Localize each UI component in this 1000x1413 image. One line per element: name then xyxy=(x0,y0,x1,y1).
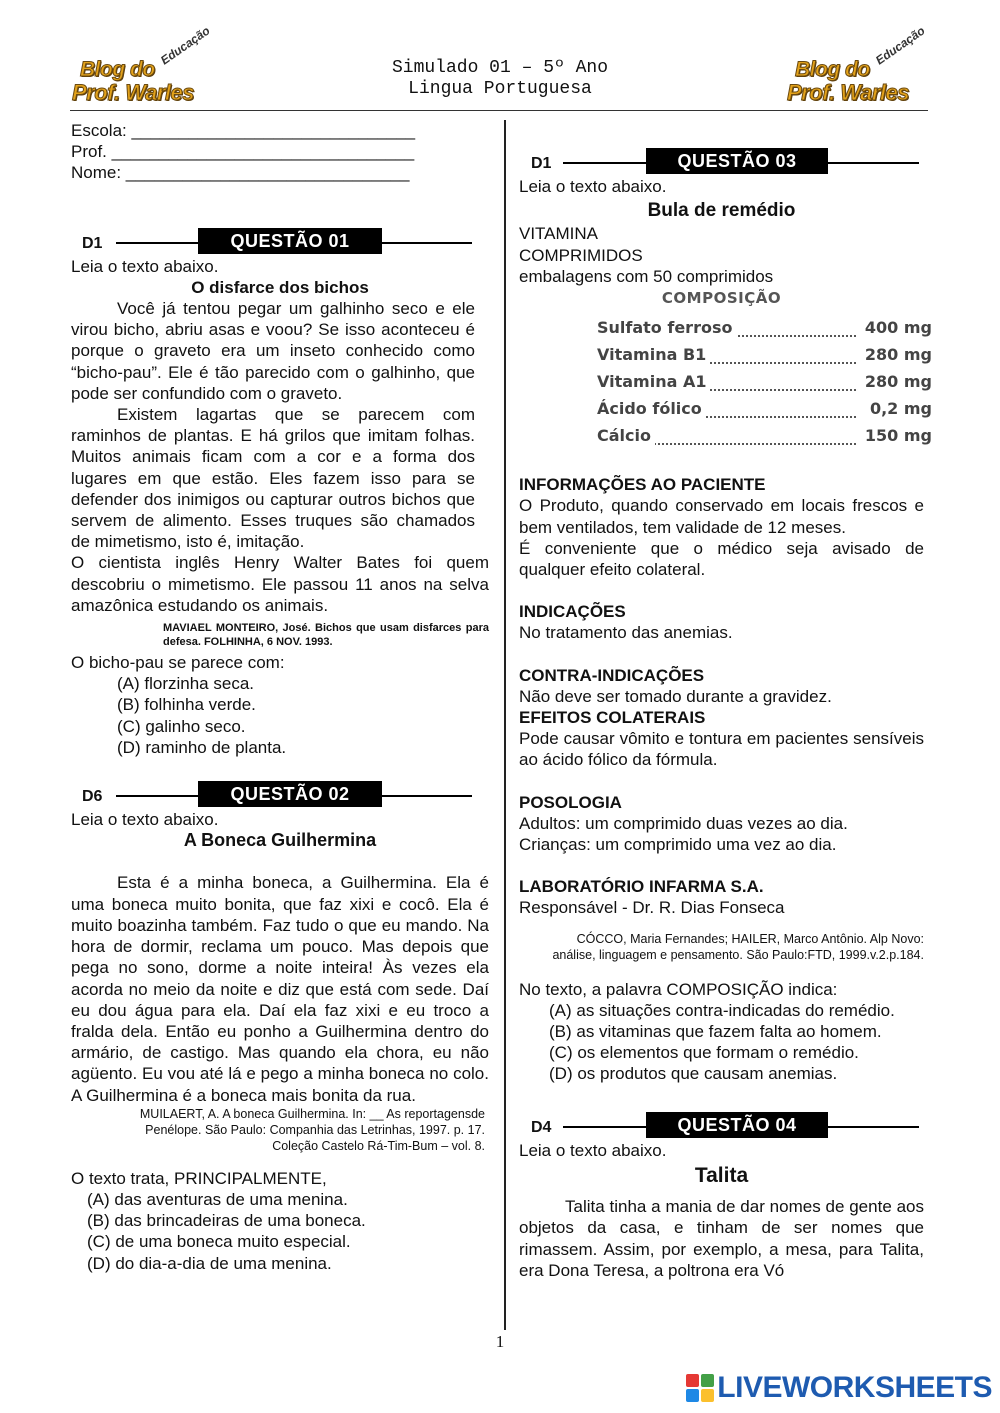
section-heading: CONTRA-INDICAÇÕES xyxy=(519,665,705,685)
school-field[interactable]: Escola: ______________________________ xyxy=(71,121,416,140)
label-line: VITAMINA xyxy=(519,224,599,244)
citation-line: CÓCCO, Maria Fernandes; HAILER, Marco Antônio. Alp Novo: xyxy=(576,931,924,946)
intro-text: Leia o texto abaixo. xyxy=(71,256,219,276)
column-divider xyxy=(504,120,506,1330)
intro-text: Leia o texto abaixo. xyxy=(519,1140,667,1160)
descriptor-code: D1 xyxy=(531,155,552,172)
paragraph: Adultos: um comprimido duas vezes ao dia. xyxy=(519,813,848,833)
paragraph: No tratamento das anemias. xyxy=(519,623,733,643)
logo-tag: Educação xyxy=(873,23,928,68)
question-stem: O texto trata, PRINCIPALMENTE, xyxy=(71,1168,327,1188)
paragraph: O cientista inglês Henry Walter Bates foi quem descobriu o mimetismo. Ele passou 11 anos na selva amazônica estudando os animais. xyxy=(71,553,489,615)
section-heading: POSOLOGIA xyxy=(519,792,622,812)
ingredient-qty: 150 mg xyxy=(861,425,932,446)
ingredient-name: Vitamina A1 xyxy=(597,371,710,392)
descriptor-code: D4 xyxy=(531,1118,552,1136)
exam-subject: Lingua Portuguesa xyxy=(408,79,592,99)
text-title: A Boneca Guilhermina xyxy=(183,830,377,851)
right-column xyxy=(519,148,932,1281)
paragraph: Não deve ser tomado durante a gravidez. xyxy=(519,686,832,706)
logo-tag: Educação xyxy=(158,23,213,68)
question-label: QUESTÃO 01 xyxy=(198,228,382,254)
composition-row xyxy=(519,317,932,344)
paragraph: Existem lagartas que se parecem com raminhos de plantas. E há grilos que imitam folhas. Muitos animais ficam com a cor e a forma dos lugares em que estão. Eles fazem isso para se defender dos inimigos ou capturar outros bichos que servem de alimento. Esses truques são chamados de mimetismo, isto é, imitação. xyxy=(71,405,475,552)
question-label: QUESTÃO 02 xyxy=(198,781,382,807)
ingredient-qty: 280 mg xyxy=(861,344,932,365)
logo-line2: Prof. Warles xyxy=(787,80,909,105)
logo-line2: Prof. Warles xyxy=(72,80,194,105)
citation-line: Coleção Castelo Rá-Tim-Bum – vol. 8. xyxy=(272,1138,485,1153)
paragraph: Você já tentou pegar um galhinho seco e ele virou bicho, abriu asas e voou? Se isso aconteceu é porque o graveto era um inseto conhecido como “bicho-pau”. Ele é tão parecido com o galhinho, que pode ser confundido com o graveto. xyxy=(71,299,475,403)
answer-option-c[interactable]: (C) de uma boneca muito especial. xyxy=(87,1232,351,1252)
liveworksheets-icon xyxy=(686,1374,714,1402)
citation: MAVIAEL MONTEIRO, José. Bichos que usam disfarces para defesa. FOLHINHA, 6 NOV. 1993. xyxy=(163,622,489,649)
descriptor-code: D6 xyxy=(82,788,103,806)
descriptor-code: D1 xyxy=(82,234,103,252)
intro-text: Leia o texto abaixo. xyxy=(71,810,219,830)
paragraph: Crianças: um comprimido uma vez ao dia. xyxy=(519,835,837,855)
composition-row xyxy=(519,371,932,398)
liveworksheets-brand: LIVEWORKSHEETS xyxy=(717,1371,992,1404)
question-label: QUESTÃO 03 xyxy=(646,148,828,174)
label-line: COMPRIMIDOS xyxy=(519,245,643,265)
answer-option-d[interactable]: (D) do dia-a-dia de uma menina. xyxy=(87,1253,332,1273)
question-stem: No texto, a palavra COMPOSIÇÃO indica: xyxy=(519,979,838,999)
paragraph: Pode causar vômito e tontura em pacientes sensíveis ao ácido fólico da fórmula. xyxy=(519,729,924,770)
section-heading: INFORMAÇÕES AO PACIENTE xyxy=(519,475,766,495)
question-04-header xyxy=(519,1112,924,1140)
paragraph: Esta é a minha boneca, a Guilhermina. Ela é uma boneca muito bonita, que faz xixi e cocô. Ela é muito boazinha também. Faz tudo o que eu mando. Na hora de dormir, reclama um pouco. Mas depois que pega no sono, dorme a noite inteira! Às vezes ela acorda no meio da noite e diz que está com sede. Daí eu dou água para ela. Daí ela faz xixi e eu troco a fralda dela. Então eu ponho a Guilhermina dentro do armário, de castigo. Mas quando ela chora, eu não agüento. Eu vou até lá e pego a minha boneca no colo. A Guilhermina é a boneca mais bonita da rua. xyxy=(71,873,489,1105)
liveworksheets-logo xyxy=(686,1371,992,1405)
question-02-header xyxy=(70,781,489,809)
answer-option-a[interactable]: (A) florzinha seca. xyxy=(117,674,254,694)
composition-title: COMPOSIÇÃO xyxy=(661,289,782,308)
citation-line: MUILAERT, A. A boneca Guilhermina. In: __ As reportagensde xyxy=(139,1106,485,1121)
answer-option-c[interactable]: (C) os elementos que formam o remédio. xyxy=(549,1043,859,1063)
label-line: embalagens com 50 comprimidos xyxy=(519,266,774,286)
ingredient-qty: 0,2 mg xyxy=(866,398,932,419)
paragraph: Talita tinha a mania de dar nomes de gente aos objetos da casa, e tinham de ser nomes que rimassem. Assim, por exemplo, a mesa, para Talita, era Dona Teresa, a poltrona era Vó xyxy=(519,1197,924,1280)
answer-option-b[interactable]: (B) as vitaminas que fazem falta ao homem. xyxy=(549,1022,882,1042)
citation xyxy=(71,1106,489,1154)
composition-row xyxy=(519,425,932,452)
answer-option-a[interactable]: (A) as situações contra-indicadas do remédio. xyxy=(549,1000,895,1020)
section-heading: LABORATÓRIO INFARMA S.A. xyxy=(519,877,764,897)
answer-option-b[interactable]: (B) das brincadeiras de uma boneca. xyxy=(87,1211,366,1231)
header-rule xyxy=(70,110,928,111)
composition-table xyxy=(519,317,932,452)
citation-line: Penélope. São Paulo: Companhia das Letrinhas, 1997. p. 17. xyxy=(145,1122,485,1137)
ingredient-qty: 280 mg xyxy=(861,371,932,392)
question-stem: O bicho-pau se parece com: xyxy=(71,653,285,673)
answer-option-d[interactable]: (D) os produtos que causam anemias. xyxy=(549,1064,838,1084)
answer-option-a[interactable]: (A) das aventuras de uma menina. xyxy=(87,1189,348,1209)
answer-option-b[interactable]: (B) folhinha verde. xyxy=(117,695,256,715)
citation-line: análise, linguagem e pensamento. São Paulo:FTD, 1999.v.2.p.184. xyxy=(552,947,924,962)
text-title: Bula de remédio xyxy=(647,200,796,222)
ingredient-name: Cálcio xyxy=(597,425,655,446)
ingredient-name: Sulfato ferroso xyxy=(597,317,736,338)
ingredient-name: Ácido fólico xyxy=(597,398,706,419)
section-heading: EFEITOS COLATERAIS xyxy=(519,708,706,728)
left-column xyxy=(71,120,489,1274)
ingredient-name: Vitamina B1 xyxy=(597,344,710,365)
text-title: Talita xyxy=(694,1163,749,1187)
text-title: O disfarce dos bichos xyxy=(191,277,369,297)
citation xyxy=(519,931,924,963)
paragraph: Responsável - Dr. R. Dias Fonseca xyxy=(519,898,785,918)
question-01-header xyxy=(70,228,489,256)
name-field[interactable]: Nome: ______________________________ xyxy=(71,163,410,183)
section-heading: INDICAÇÕES xyxy=(519,602,626,622)
question-label: QUESTÃO 04 xyxy=(646,1112,828,1138)
page-number: 1 xyxy=(495,1332,505,1351)
composition-row xyxy=(519,344,932,371)
logo-line1: Blog do xyxy=(80,58,155,81)
answer-option-d[interactable]: (D) raminho de planta. xyxy=(117,737,287,757)
intro-text: Leia o texto abaixo. xyxy=(519,177,667,196)
composition-row xyxy=(519,398,932,425)
paragraph: É conveniente que o médico seja avisado de qualquer efeito colateral. xyxy=(519,538,924,580)
question-03-header xyxy=(519,148,924,176)
teacher-field[interactable]: Prof. ________________________________ xyxy=(71,142,415,162)
exam-title: Simulado 01 – 5º Ano xyxy=(391,58,609,78)
logo-line1: Blog do xyxy=(795,58,870,81)
ingredient-qty: 400 mg xyxy=(861,317,932,338)
answer-option-c[interactable]: (C) galinho seco. xyxy=(117,716,246,736)
paragraph: O Produto, quando conservado em locais frescos e bem ventilados, tem validade de 12 meses. xyxy=(519,496,924,537)
